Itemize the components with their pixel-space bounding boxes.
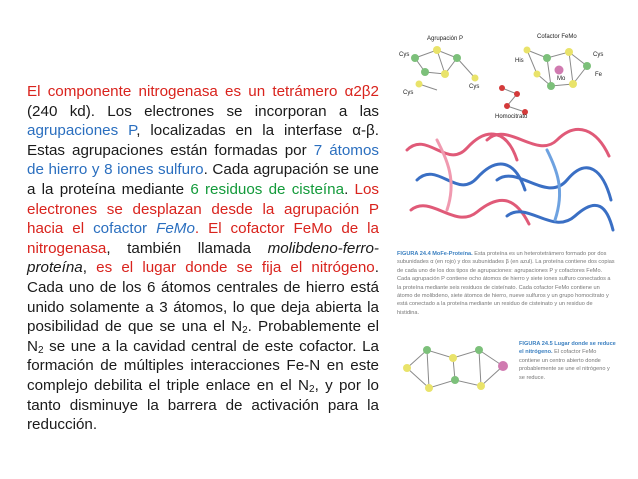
fe-atom [565,48,573,56]
fe-atom [433,46,441,54]
caption-label: FIGURA 24.5 [519,341,553,347]
main-paragraph [27,82,379,435]
mo-atom [555,66,564,75]
text-molibdeno: molibdeno-ferro-proteína [27,239,379,277]
text-segment: , también llamada [106,239,268,257]
fe-atom [421,68,429,76]
text-agrupaciones-p: agrupaciones P [27,122,137,140]
text-segment: se une a la cavidad central de este cofactor. La formación de múltiples interacciones Fe-N en este complejo debilita el triple enlace en el N [27,337,379,394]
text-tetramer: El componente nitrogenasa es un tetrámero α2β2 [27,83,379,100]
figure-caption-top [397,250,615,317]
figure-panel [397,28,619,468]
label-cys: Cys [469,84,480,90]
fe-atom [451,376,459,384]
caption-text: Esta proteína es un heterotetrámero formado por dos subunidades α (en rojo) y dos subunidades β (en azul). La proteína contiene dos copias de cada uno de los dos tipos de agrupaciones: agrupaciones P y cofactores FeMo. Cada agrupación P contiene ocho átomos de hierro y siete iones sulfuro conectados a la proteína mediante seis residuos de cisteínato. Cada cofactor FeMo contiene un átomo de molibdeno, siete átomos de hierro, nueve sulfuros y un grupo homocitrato y está conectado a la proteína mediante un residuo de cisteinato y un residuo de histidina. [397,251,615,316]
fe-atom [416,81,423,88]
fe-atom [411,54,419,62]
text-segment: , localizadas en la interfase α-β. Estas agrupaciones están formadas por [27,122,379,159]
caption-title: Lugar donde se reduce el nitrógeno. [519,341,616,356]
label-homocitrato: Homocitrato [495,114,528,120]
text-segment: , y por lo tanto disminuye la barrera de activación para la reducción. [27,376,379,434]
figure-caption-bottom [519,340,617,382]
text-segment: . Cada agrupación se une a la proteína mediante [27,161,379,198]
homocitrate-atom [514,91,520,97]
label-cofactor-femo: Cofactor FeMo [537,34,577,40]
femo-cofactor-diagram [397,328,517,410]
text-atoms: 7 átomos de hierro y 8 iones sulfuro [27,141,379,179]
label-agrupacion-p: Agrupación P [427,36,464,42]
fe-atom [453,54,461,62]
fe-atom [441,70,449,78]
text-segment: , [82,259,97,277]
fe-atom [472,75,479,82]
fe-atom [534,71,541,78]
text-segment: . Probablemente el N [27,318,379,355]
fe-atom [449,354,457,362]
label-cys: Cys [399,52,410,58]
protein-structure [397,120,619,248]
text-fixation-site: es el lugar donde se fija el nitrógeno [96,259,375,277]
text-cofactor: cofactor [93,220,157,238]
text-cofactor-femo: . El cofactor FeMo de la nitrogenasa [27,220,379,257]
fe-atom [569,80,577,88]
fe-atom [524,47,531,54]
fe-atom [403,364,411,372]
fe-atom [423,346,431,354]
subscript-2: 2 [37,344,44,356]
label-his: His [515,58,524,64]
fe-atom [547,82,555,90]
label-cys: Cys [403,90,414,96]
text-segment: . [344,180,355,198]
text-femo: FeMo [156,220,195,238]
text-segment: . Cada uno de los 6 átomos centrales de hierro está unido solamente a 3 átomos, lo que deja abierta la posibilidad de que se una el N [27,259,379,336]
text-cysteine: 6 residuos de cisteína [190,180,345,198]
fe-atom [425,384,433,392]
caption-title: MoFe-Proteína. [432,251,473,257]
fe-atom [475,346,483,354]
label-fe: Fe [595,72,603,78]
text-segment: (240 kd). Los electrones se incorporan a las [27,102,379,120]
label-mo: Mo [557,76,566,82]
subscript-2: 2 [309,383,315,395]
caption-label: FIGURA 24.4 [397,251,431,257]
homocitrate-atom [499,85,505,91]
text-electrons: Los electrones se desplazan desde la agrupación P hacia el [27,180,379,238]
fe-atom [583,62,591,70]
caption-text: El cofactor FeMo contiene un centro abierto donde probablemente se une el nitrógeno y se reduce. [519,349,610,381]
fe-atom [477,382,485,390]
homocitrate-atom [504,103,510,109]
label-cys: Cys [593,52,604,58]
subscript-2: 2 [242,325,248,337]
mo-atom [498,361,508,371]
fe-atom [543,54,551,62]
